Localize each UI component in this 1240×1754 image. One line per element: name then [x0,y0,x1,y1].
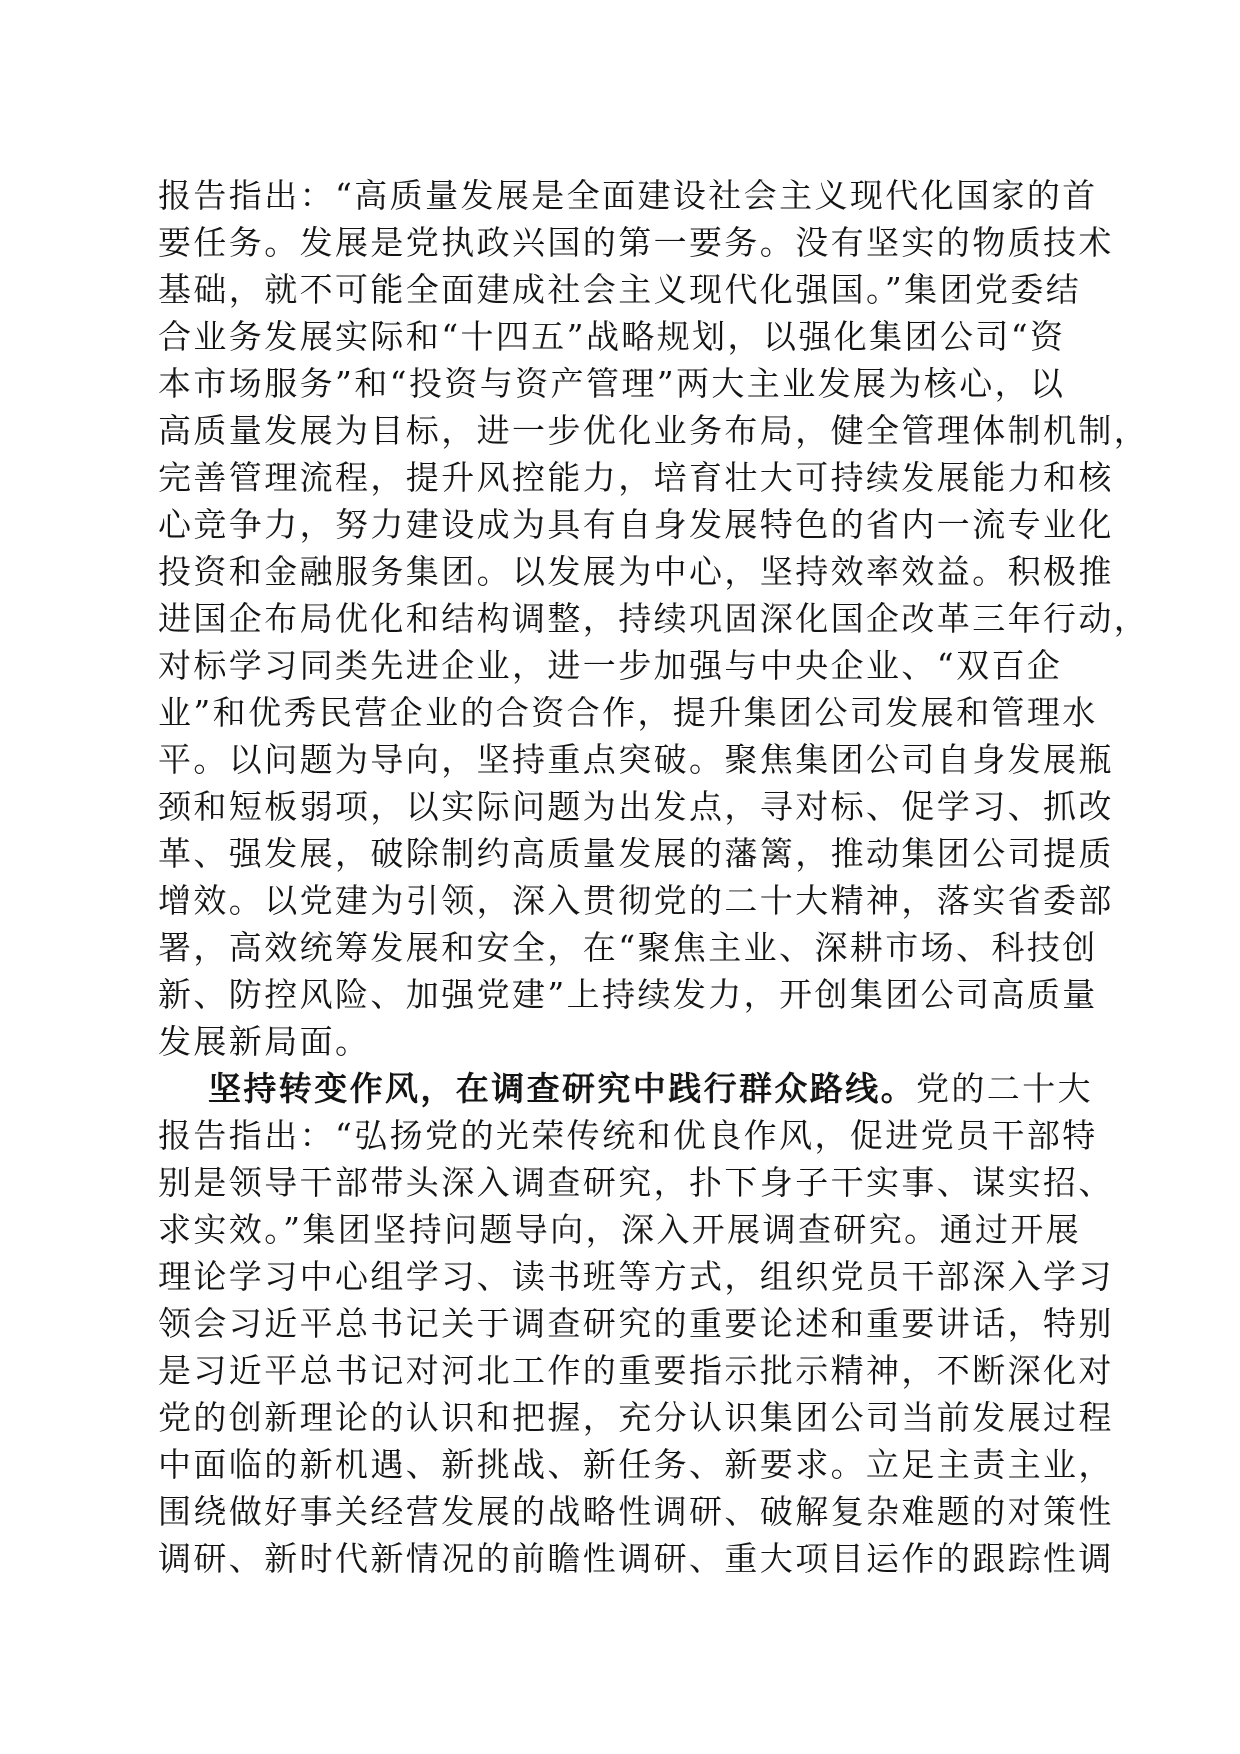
text-line: 求实效。”集团坚持问题导向，深入开展调查研究。通过开展 [158,1210,1082,1249]
text-line: 平。以问题为导向，坚持重点突破。聚焦集团公司自身发展瓶 [158,740,1114,779]
text-line: 领会习近平总书记关于调查研究的重要论述和重要讲话，特别 [158,1304,1114,1343]
text-line: 调研、新时代新情况的前瞻性调研、重大项目运作的跟踪性调 [158,1539,1114,1578]
text-line: 是习近平总书记对河北工作的重要指示批示精神，不断深化对 [158,1351,1114,1390]
body-text [158,172,1150,1582]
text-line: 对标学习同类先进企业，进一步加强与中央企业、“双百企 [158,646,1063,685]
text-line: 报告指出：“弘扬党的光荣传统和优良作风，促进党员干部特 [158,1116,1098,1155]
text-line: 高质量发展为目标，进一步优化业务布局，健全管理体制机制， [158,411,1150,450]
paragraph-2 [158,1065,1114,1582]
text-line: 党的创新理论的认识和把握，充分认识集团公司当前发展过程 [158,1398,1114,1437]
text-line: 进国企布局优化和结构调整，持续巩固深化国企改革三年行动， [158,599,1150,638]
text-line: 新、防控风险、加强党建”上持续发力，开创集团公司高质量 [158,975,1098,1014]
text-line: 业”和优秀民营企业的合资合作，提升集团公司发展和管理水 [158,693,1098,732]
text-line: 理论学习中心组学习、读书班等方式，组织党员干部深入学习 [158,1257,1114,1296]
text-line: 心竞争力，努力建设成为具有自身发展特色的省内一流专业化 [158,505,1114,544]
text-line: 本市场服务”和“投资与资产管理”两大主业发展为核心，以 [158,364,1066,403]
text-line: 合业务发展实际和“十四五”战略规划，以强化集团公司“资 [158,317,1066,356]
paragraph-first-line [158,1065,1093,1112]
section-heading: 坚持转变作风，在调查研究中践行群众路线。 [208,1069,916,1108]
heading-continuation: 党的二十大 [916,1069,1093,1108]
text-line: 围绕做好事关经营发展的战略性调研、破解复杂难题的对策性 [158,1492,1114,1531]
text-line: 革、强发展，破除制约高质量发展的藩篱，推动集团公司提质 [158,834,1114,873]
text-line: 基础，就不可能全面建成社会主义现代化强国。”集团党委结 [158,270,1082,309]
text-line: 中面临的新机遇、新挑战、新任务、新要求。立足主责主业， [158,1445,1114,1484]
text-line: 投资和金融服务集团。以发展为中心，坚持效率效益。积极推 [158,552,1114,591]
text-line: 完善管理流程，提升风控能力，培育壮大可持续发展能力和核 [158,458,1114,497]
text-line: 要任务。发展是党执政兴国的第一要务。没有坚实的物质技术 [158,223,1114,262]
text-line: 增效。以党建为引领，深入贯彻党的二十大精神，落实省委部 [158,881,1114,920]
text-line: 别是领导干部带头深入调查研究，扑下身子干实事、谋实招、 [158,1163,1114,1202]
text-line: 报告指出：“高质量发展是全面建设社会主义现代化国家的首 [158,176,1098,215]
paragraph-1 [158,172,1150,1065]
text-line: 署，高效统筹发展和安全，在“聚焦主业、深耕市场、科技创 [158,928,1098,967]
text-line: 颈和短板弱项，以实际问题为出发点，寻对标、促学习、抓改 [158,787,1114,826]
text-line: 发展新局面。 [158,1022,371,1061]
